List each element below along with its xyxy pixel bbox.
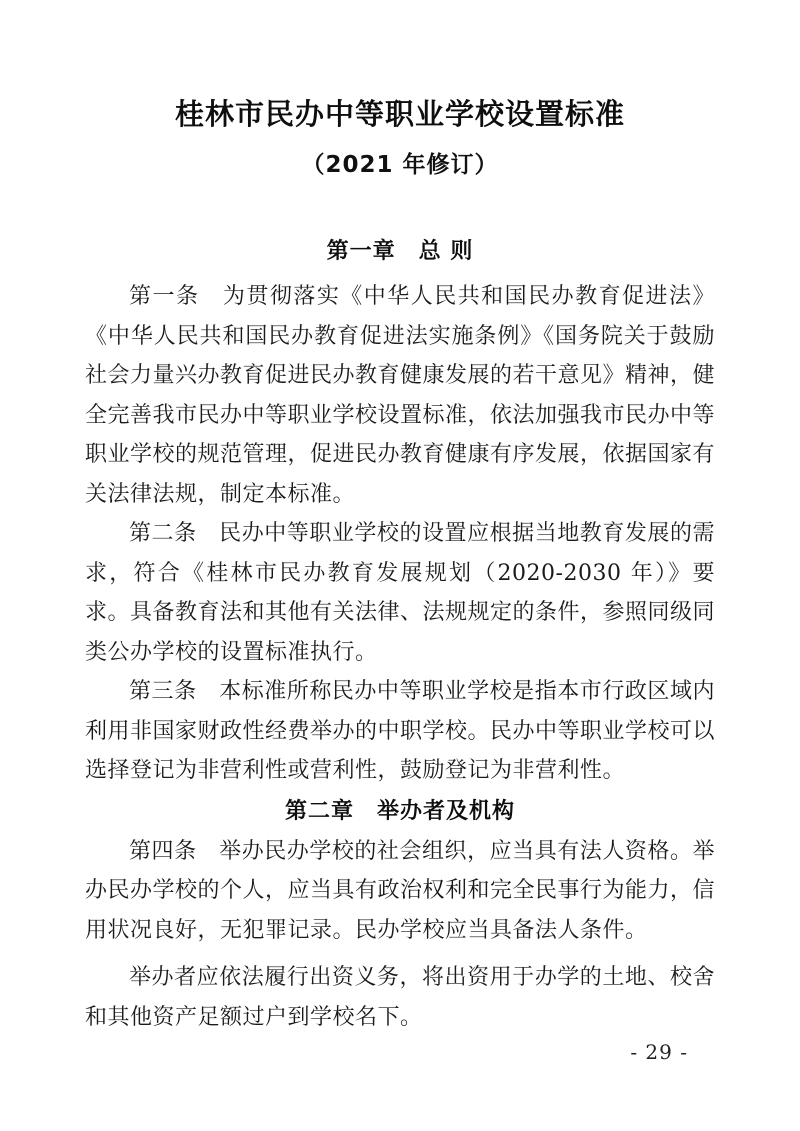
chapter-1-heading: 第一章 总 则	[326, 239, 474, 264]
chapter-2-heading: 第二章 举办者及机构	[284, 798, 515, 824]
paragraph-article-1: 第一条 为贯彻落实《中华人民共和国民办教育促进法》《中华人民共和国民办教育促进法实施条例》《国务院关于鼓励社会力量兴办教育促进民办教育健康发展的若干意见》精神，健全完善我市民办中等职业学校设置标准，依法加强我市民办中等职业学校的规范管理，促进民办教育健康有序发展，依据国家有关法律法规，制定本标准。	[85, 284, 716, 507]
document-subtitle: （2021 年修订）	[301, 152, 499, 178]
paragraph-article-4: 第四条 举办民办学校的社会组织，应当具有法人资格。举办民办学校的个人，应当具有政治权利和完全民事行为能力，信用状况良好，无犯罪记录。民办学校应当具备法人条件。	[85, 838, 716, 943]
paragraph-article-3: 第三条 本标准所称民办中等职业学校是指本市行政区域内利用非国家财政性经费举办的中职学校。民办中等职业学校可以选择登记为非营利性或营利性，鼓励登记为非营利性。	[85, 679, 716, 783]
document-title: 桂林市民办中等职业学校设置标准	[174, 97, 625, 131]
page-number: - 29 -	[630, 1040, 688, 1064]
paragraph-article-2: 第二条 民办中等职业学校的设置应根据当地教育发展的需求，符合《桂林市民办教育发展规划（2020-2030 年）》要求。具备教育法和其他有关法律、法规规定的条件，参照同级同类公办学校的设置标准执行。	[85, 521, 716, 665]
paragraph-article-4-continued: 举办者应依法履行出资义务，将出资用于办学的土地、校舍和其他资产足额过户到学校名下。	[85, 965, 715, 1030]
